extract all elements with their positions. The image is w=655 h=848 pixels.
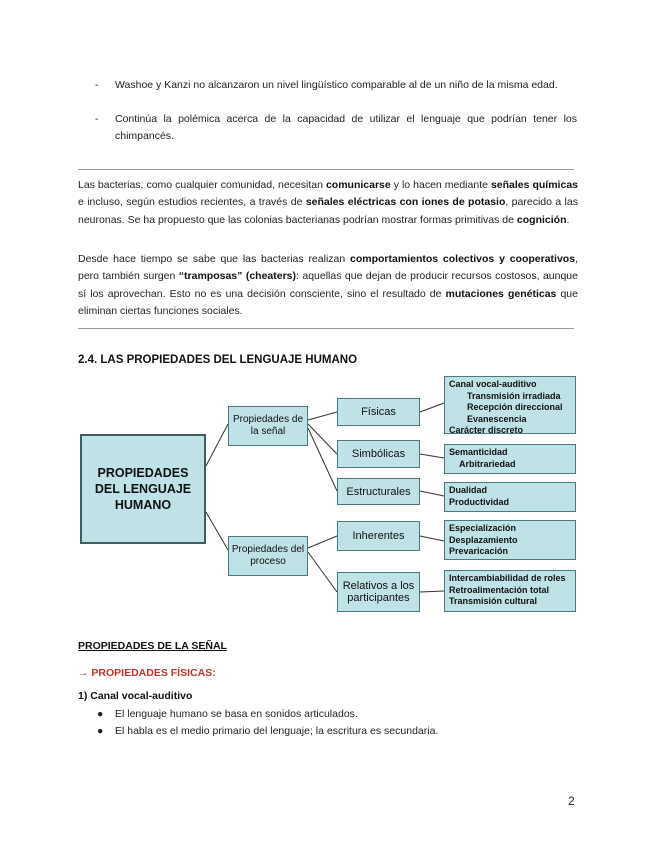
symbolic-box: Simbólicas (337, 440, 420, 468)
structural-box: Estructurales (337, 478, 420, 505)
process-properties-box: Propiedades del proceso (228, 536, 308, 576)
item-heading: 1) Canal vocal-auditivo (78, 690, 193, 702)
dash-marker: - (95, 113, 99, 125)
dash-marker: - (95, 79, 99, 91)
structural-list-box: Dualidad Productividad (444, 482, 576, 512)
section-heading: 2.4. LAS PROPIEDADES DEL LENGUAJE HUMANO (78, 354, 358, 366)
main-concept-box: PROPIEDADES DEL LENGUAJE HUMANO (80, 434, 206, 544)
signal-properties-box: Propiedades de la señal (228, 406, 308, 446)
symbolic-list-box: Semanticidad Arbitrariedad (444, 444, 576, 474)
list-item-text: Continúa la polémica acerca de la capacidad de utilizar el lenguaje que podrían tener los chimpancés. (115, 113, 577, 142)
list-item-text: El habla es el medio primario del lenguaje; la escritura es secundaria. (115, 725, 439, 737)
paragraph-bacteria-communication: Las bacterias, como cualquier comunidad, necesitan comunicarse y lo hacen mediante señales químicas e incluso, según estudios recientes, a través de señales eléctricas con iones de potasio, parecido a las neuronas. Se ha propuesto que las colonias bacterianas podrían mostrar formas primitivas de cognición. (78, 179, 578, 226)
physical-list-box: Canal vocal-auditivo Transmisión irradiada Recepción direccional Evanescencia Carácter discreto (444, 376, 576, 434)
list-item (97, 723, 438, 739)
list-item (97, 706, 358, 722)
page-number: 2 (568, 794, 575, 808)
bullet-icon: ● (97, 725, 104, 737)
subsection-heading: PROPIEDADES DE LA SEÑAL (78, 640, 227, 652)
participants-box: Relativos a los participantes (337, 572, 420, 612)
bullet-icon: ● (97, 708, 104, 720)
list-item-text: El lenguaje humano se basa en sonidos articulados. (115, 708, 358, 720)
inherent-box: Inherentes (337, 521, 420, 551)
physical-box: Físicas (337, 398, 420, 426)
paragraph-bacteria-cheaters: Desde hace tiempo se sabe que las bacterias realizan comportamientos colectivos y cooperativos, pero también surgen “tramposas” (cheaters): aquellas que dejan de producir recursos costosos, aunque sí los aprovechan. Esto no es una decisión consciente, sino el resultado de mutaciones genéticas que eliminan ciertas funciones sociales. (78, 253, 578, 317)
subsub-heading: → PROPIEDADES FÍSICAS: (78, 667, 216, 679)
list-item-text: Washoe y Kanzi no alcanzaron un nivel lingüístico comparable al de un niño de la misma edad. (115, 79, 558, 91)
inherent-list-box: Especialización Desplazamiento Prevaricación (444, 520, 576, 560)
participants-list-box: Intercambiabilidad de roles Retroalimentación total Transmisión cultural (444, 570, 576, 612)
